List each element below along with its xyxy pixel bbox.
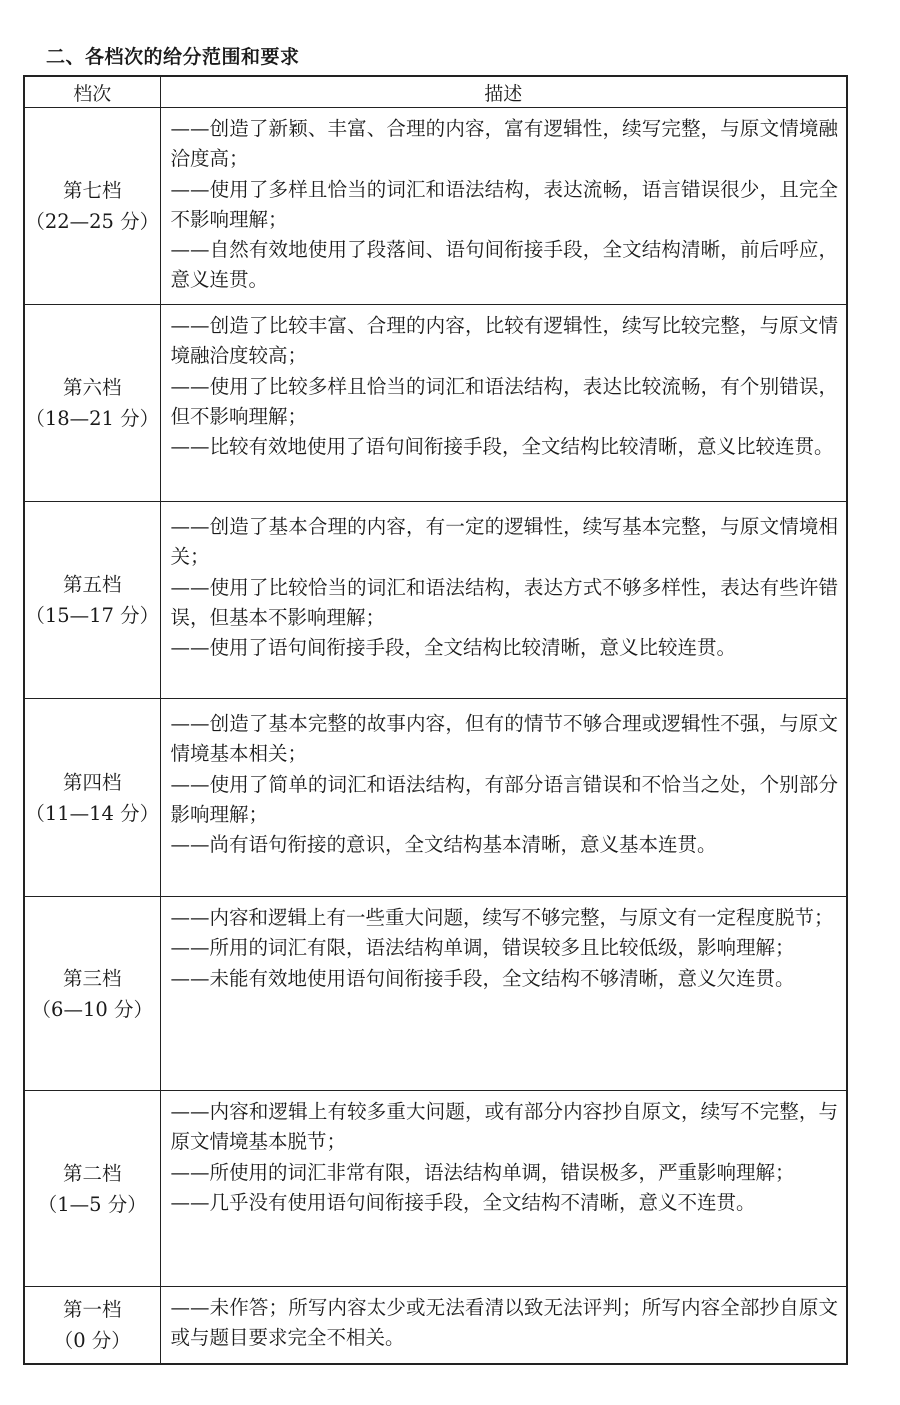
level-cell xyxy=(24,108,160,305)
criterion-item: ——内容和逻辑上有较多重大问题，或有部分内容抄自原文，续写不完整，与原文情境基本脱节； xyxy=(170,1100,838,1154)
description-cell xyxy=(160,1287,847,1365)
level-name: 第四档 xyxy=(62,770,122,794)
description-cell xyxy=(160,699,847,897)
level-range: （15—17 分） xyxy=(25,604,160,627)
criterion-item: ——所用的词汇有限，语法结构单调，错误较多且比较低级，影响理解； xyxy=(170,936,795,960)
criterion-item: ——使用了比较多样且恰当的词汇和语法结构，表达比较流畅，有个别错误，但不影响理解； xyxy=(170,374,838,428)
header-description: 描述 xyxy=(160,76,847,108)
table-row xyxy=(24,699,847,897)
section-title: 二、各档次的给分范围和要求 xyxy=(46,46,300,68)
table-row xyxy=(24,502,847,699)
table-row xyxy=(24,305,847,502)
description-cell xyxy=(160,897,847,1091)
description-cell xyxy=(160,1091,847,1287)
level-cell xyxy=(24,305,160,502)
level-range: （6—10 分） xyxy=(31,997,153,1021)
criterion-item: ——创造了基本完整的故事内容，但有的情节不够合理或逻辑性不强，与原文情境基本相关； xyxy=(170,712,838,766)
criterion-item: ——自然有效地使用了段落间、语句间衔接手段，全文结构清晰，前后呼应，意义连贯。 xyxy=(170,238,838,292)
level-name: 第五档 xyxy=(62,573,122,596)
level-name: 第一档 xyxy=(62,1298,122,1321)
table-row xyxy=(24,108,847,305)
level-range: （11—14 分） xyxy=(25,801,160,825)
level-range: （18—21 分） xyxy=(25,407,160,430)
criterion-item: ——创造了基本合理的内容，有一定的逻辑性，续写基本完整，与原文情境相关； xyxy=(170,515,838,569)
description-cell xyxy=(160,108,847,305)
criterion-item: ——创造了新颖、丰富、合理的内容，富有逻辑性，续写完整，与原文情境融洽度高； xyxy=(170,117,838,171)
criterion-item: ——内容和逻辑上有一些重大问题，续写不够完整，与原文有一定程度脱节； xyxy=(170,906,834,929)
table-row xyxy=(24,1287,847,1365)
criterion-item: ——几乎没有使用语句间衔接手段，全文结构不清晰，意义不连贯。 xyxy=(170,1190,756,1214)
level-cell xyxy=(24,1287,160,1365)
criterion-item: ——尚有语句衔接的意识，全文结构基本清晰，意义基本连贯。 xyxy=(170,833,717,857)
criterion-item: ——使用了多样且恰当的词汇和语法结构，表达流畅，语言错误很少，且完全不影响理解； xyxy=(170,177,838,231)
level-range: （22—25 分） xyxy=(25,210,160,233)
level-cell xyxy=(24,897,160,1091)
level-name: 第七档 xyxy=(62,179,122,202)
level-range: （1—5 分） xyxy=(37,1192,147,1216)
criterion-item: ——未作答；所写内容太少或无法看清以致无法评判；所写内容全部抄自原文或与题目要求完全不相关。 xyxy=(170,1296,838,1350)
criterion-item: ——使用了语句间衔接手段，全文结构比较清晰，意义比较连贯。 xyxy=(170,636,737,660)
level-cell xyxy=(24,1091,160,1287)
level-cell xyxy=(24,699,160,897)
criterion-item: ——比较有效地使用了语句间衔接手段，全文结构比较清晰，意义比较连贯。 xyxy=(170,435,834,459)
level-name: 第三档 xyxy=(62,966,122,990)
description-cell xyxy=(160,502,847,699)
criterion-item: ——未能有效地使用语句间衔接手段，全文结构不够清晰，意义欠连贯。 xyxy=(170,966,795,990)
criterion-item: ——使用了比较恰当的词汇和语法结构，表达方式不够多样性，表达有些许错误，但基本不影响理解； xyxy=(170,575,838,629)
criterion-item: ——使用了简单的词汇和语法结构，有部分语言错误和不恰当之处，个别部分影响理解； xyxy=(170,772,838,826)
criterion-item: ——创造了比较丰富、合理的内容，比较有逻辑性，续写比较完整，与原文情境融洽度较高； xyxy=(170,314,838,368)
level-name: 第六档 xyxy=(62,376,122,399)
criterion-item: ——所使用的词汇非常有限，语法结构单调，错误极多，严重影响理解； xyxy=(170,1160,795,1184)
description-cell xyxy=(160,305,847,502)
table-row xyxy=(24,897,847,1091)
level-range: （0 分） xyxy=(53,1329,131,1352)
table-row xyxy=(24,1091,847,1287)
table-header-row xyxy=(24,76,847,108)
level-cell xyxy=(24,502,160,699)
header-level: 档次 xyxy=(24,76,160,108)
level-name: 第二档 xyxy=(62,1161,122,1185)
scoring-rubric-table xyxy=(23,75,848,1365)
